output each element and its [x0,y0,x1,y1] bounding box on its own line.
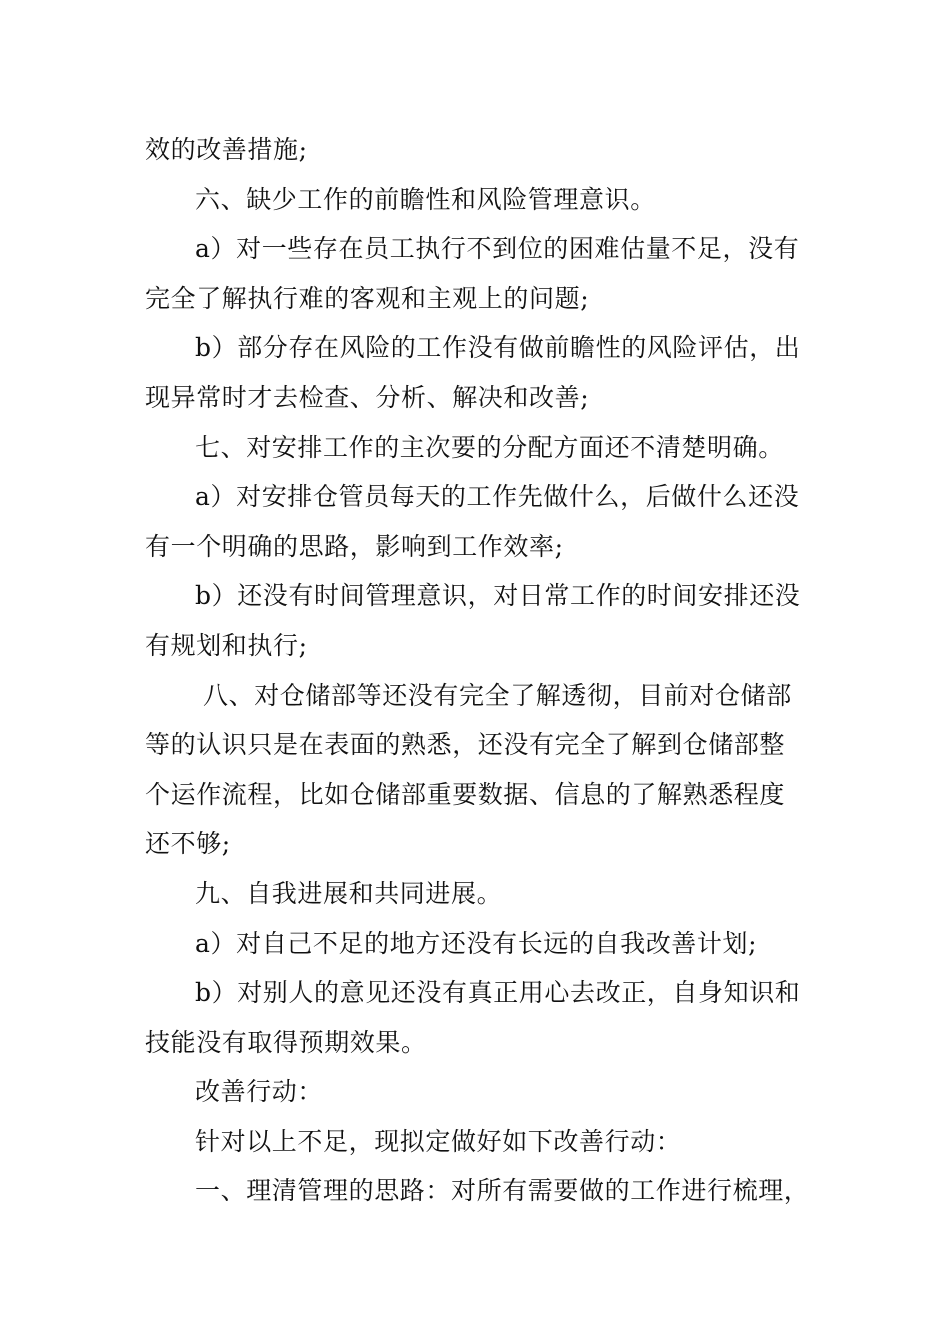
text-line: 个运作流程，比如仓储部重要数据、信息的了解熟悉程度 [145,779,786,809]
action-item-one: 一、理清管理的思路：对所有需要做的工作进行梳理， [195,1176,810,1206]
section-heading-six: 六、缺少工作的前瞻性和风险管理意识。 [195,184,656,214]
list-item-a: a）对安排仓管员每天的工作先做什么，后做什么还没 [195,482,800,512]
text-line: 有规划和执行; [145,630,308,660]
list-item-b: b）对别人的意见还没有真正用心去改正，自身知识和 [195,978,801,1008]
text-line: 效的改善措施; [145,135,308,164]
text-line: 有一个明确的思路，影响到工作效率; [145,531,564,561]
subheading-improvement-actions: 改善行动： [195,1077,324,1107]
document-page [145,125,810,1216]
text-line: 还不够; [145,829,231,859]
text-line: 技能没有取得预期效果。 [145,1027,427,1057]
section-heading-seven: 七、对安排工作的主次要的分配方面还不清楚明确。 [195,432,784,462]
section-heading-nine: 九、自我进展和共同进展。 [195,878,503,908]
list-item-b: b）还没有时间管理意识，对日常工作的时间安排还没 [195,581,801,611]
list-item-a: a）对自己不足的地方还没有长远的自我改善计划; [195,928,758,958]
list-item-b: b）部分存在风险的工作没有做前瞻性的风险评估，出 [195,333,801,363]
text-line: 针对以上不足，现拟定做好如下改善行动： [195,1126,682,1156]
list-item-a: a）对一些存在员工执行不到位的困难估量不足，没有 [195,234,800,264]
section-heading-eight: 八、对仓储部等还没有完全了解透彻，目前对仓储部 [203,680,792,710]
text-line: 现异常时才去检查、分析、解决和改善; [145,382,590,412]
text-line: 等的认识只是在表面的熟悉，还没有完全了解到仓储部整 [145,730,786,760]
text-line: 完全了解执行难的客观和主观上的问题; [145,283,590,313]
